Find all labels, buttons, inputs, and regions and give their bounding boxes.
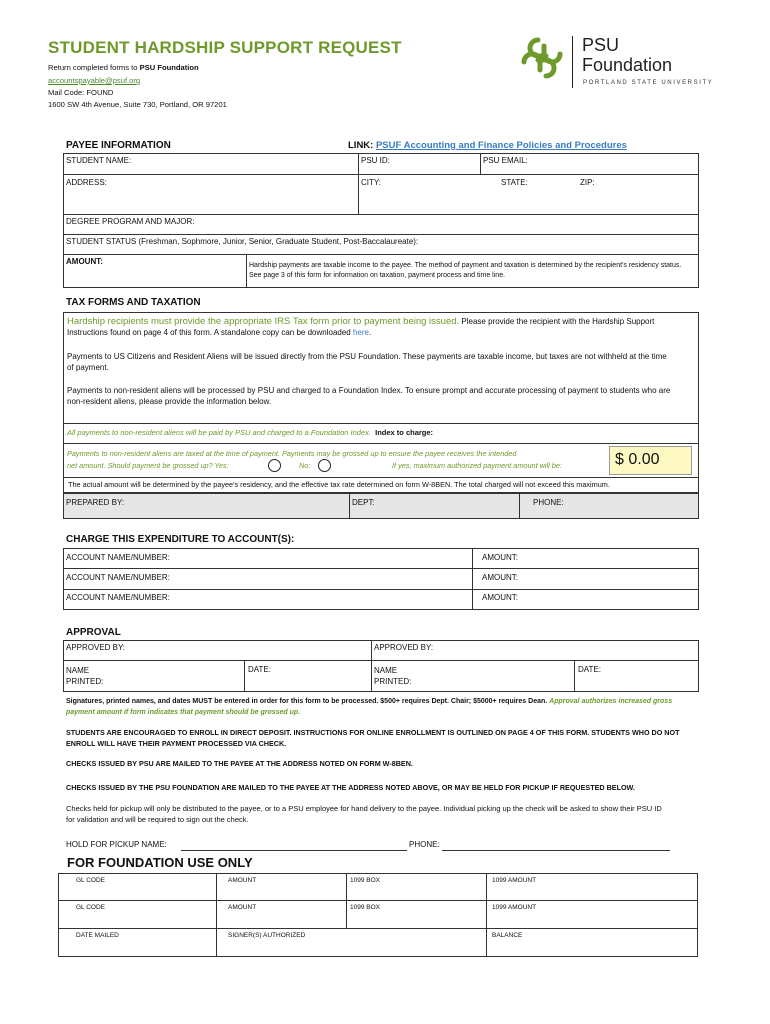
balance[interactable]: BALANCE bbox=[492, 932, 523, 939]
tax-paragraph-2: Payments to US Citizens and Resident Aliens will be issued directly from the PSU Foundation. These payments are taxable income, but taxes are not withheld at the time of payment. bbox=[67, 352, 667, 372]
logo-university: PORTLAND STATE UNIVERSITY bbox=[583, 80, 714, 86]
prepared-by-field[interactable]: PREPARED BY: bbox=[66, 498, 125, 507]
payee-section-title: PAYEE INFORMATION bbox=[66, 140, 171, 151]
fdn-amount-2[interactable]: AMOUNT bbox=[228, 904, 257, 911]
tax-paragraph-3: Payments to non-resident aliens will be processed by PSU and charged to a Foundation Index. To ensure prompt and accurate processing of payment to students who are non-resident aliens, please provide the information below. bbox=[67, 386, 671, 406]
psu-checks-notice: CHECKS ISSUED BY PSU ARE MAILED TO THE PAYEE AT THE ADDRESS NOTED ON FORM W-8BEN. bbox=[66, 759, 413, 768]
pickup-phone-label: PHONE: bbox=[409, 840, 440, 849]
approved-by-2[interactable]: APPROVED BY: bbox=[374, 643, 434, 652]
box-1099-2[interactable]: 1099 BOX bbox=[350, 904, 380, 911]
hold-name-input[interactable] bbox=[181, 850, 407, 851]
grossup-no-label: No: bbox=[299, 461, 311, 470]
account-field-1[interactable]: ACCOUNT NAME/NUMBER: bbox=[66, 553, 170, 562]
account-amount-2[interactable]: AMOUNT: bbox=[482, 573, 518, 582]
logo-psu: PSU bbox=[582, 35, 620, 55]
degree-field[interactable]: DEGREE PROGRAM AND MAJOR: bbox=[66, 217, 195, 226]
student-status-field[interactable]: STUDENT STATUS (Freshman, Sophmore, Junior, Senior, Graduate Student, Post-Baccalaureate): bbox=[66, 237, 419, 246]
amount-field[interactable]: AMOUNT: bbox=[66, 257, 103, 266]
signers-authorized[interactable]: SIGNER(S) AUTHORIZED bbox=[228, 932, 306, 939]
tax-paragraph-1: Hardship recipients must provide the appropriate IRS Tax form prior to payment being issued. Please provide the recipient with the Hardship Support Instructions found on page 4 of this form. A standalone copy can be downloaded here. bbox=[67, 316, 655, 337]
fdn-amount-1[interactable]: AMOUNT bbox=[228, 877, 257, 884]
download-link[interactable]: here bbox=[352, 328, 369, 337]
policies-link-row: LINK: PSUF Accounting and Finance Policies and Procedures bbox=[348, 140, 627, 151]
psu-id-field[interactable]: PSU ID: bbox=[361, 156, 390, 165]
logo-foundation: Foundation bbox=[582, 55, 673, 75]
account-field-3[interactable]: ACCOUNT NAME/NUMBER: bbox=[66, 593, 170, 602]
hold-for-pickup-label: HOLD FOR PICKUP NAME: bbox=[66, 840, 167, 849]
return-instruction: Return completed forms to PSU Foundation bbox=[48, 63, 199, 72]
psu-email-field[interactable]: PSU EMAIL: bbox=[483, 156, 528, 165]
approved-by-1[interactable]: APPROVED BY: bbox=[66, 643, 126, 652]
tax-section-title: TAX FORMS AND TAXATION bbox=[66, 297, 201, 308]
actual-amount-note: The actual amount will be determined by the payee's residency, and the effective tax rate determined on form W-8BEN. The total charged will not exceed this maximum. bbox=[63, 478, 699, 493]
grossup-no-radio[interactable] bbox=[318, 459, 331, 472]
box-1099-1[interactable]: 1099 BOX bbox=[350, 877, 380, 884]
mail-code: Mail Code: FOUND bbox=[48, 88, 114, 97]
date-1[interactable]: DATE: bbox=[248, 665, 271, 674]
nonresident-note: All payments to non-resident aliens will be paid by PSU and charged to a Foundation Index. Index to charge: bbox=[67, 428, 434, 437]
grossup-max-label: If yes, maximum authorized payment amount will be: bbox=[392, 461, 562, 470]
grossup-line-1: Payments to non-resident aliens are taxed at the time of payment. Payments may be grossed up to ensure the payee receives the intended bbox=[67, 449, 517, 458]
gl-code-1[interactable]: GL CODE bbox=[76, 877, 106, 884]
phone-field[interactable]: PHONE: bbox=[533, 498, 564, 507]
amount-note: Hardship payments are taxable income to the payee. The method of payment and taxation is determined by the recipient's residency status. See page 3 of this form for information on taxation, payment process and time line. bbox=[249, 262, 682, 279]
student-name-field[interactable]: STUDENT NAME: bbox=[66, 156, 132, 165]
pickup-note: Checks held for pickup will only be distributed to the payee, or to a PSU employee for hand delivery to the payee. Individual picking up the check will be asked to show their PSU ID for validation and will be required to sign out the check. bbox=[66, 804, 662, 824]
email-link[interactable]: accountspayable@psuf.org bbox=[48, 76, 141, 85]
foundation-table bbox=[58, 873, 698, 957]
zip-field[interactable]: ZIP: bbox=[580, 178, 595, 187]
index-to-charge-field[interactable]: Index to charge: bbox=[375, 428, 434, 437]
name-printed-1[interactable]: NAME PRINTED: bbox=[66, 666, 104, 686]
logo-divider bbox=[572, 36, 573, 88]
dept-field[interactable]: DEPT: bbox=[352, 498, 375, 507]
form-title: STUDENT HARDSHIP SUPPORT REQUEST bbox=[48, 38, 402, 57]
charge-section-title: CHARGE THIS EXPENDITURE TO ACCOUNT(S): bbox=[66, 534, 295, 545]
account-field-2[interactable]: ACCOUNT NAME/NUMBER: bbox=[66, 573, 170, 582]
address-field[interactable]: ADDRESS: bbox=[66, 178, 107, 187]
account-amount-3[interactable]: AMOUNT: bbox=[482, 593, 518, 602]
foundation-section-title: FOR FOUNDATION USE ONLY bbox=[67, 855, 253, 870]
gl-code-2[interactable]: GL CODE bbox=[76, 904, 106, 911]
account-amount-1[interactable]: AMOUNT: bbox=[482, 553, 518, 562]
amount-1099-1[interactable]: 1099 AMOUNT bbox=[492, 877, 537, 884]
amount-1099-2[interactable]: 1099 AMOUNT bbox=[492, 904, 537, 911]
foundation-checks-notice: CHECKS ISSUED BY THE PSU FOUNDATION ARE MAILED TO THE PAYEE AT THE ADDRESS NOTED ABOVE, OR MAY BE HELD FOR PICKUP IF REQUESTED BELOW. bbox=[66, 783, 635, 792]
date-2[interactable]: DATE: bbox=[578, 665, 601, 674]
preparer-row bbox=[63, 493, 699, 519]
grossup-line-2: net amount. Should payment be grossed up? Yes: bbox=[67, 461, 229, 470]
signature-note: Signatures, printed names, and dates MUST be entered in order for this form to be processed. $500+ requires Dept. Chair; $5000+ requires Dean. Approval authorizes increased gross payment amount if form indicates that payment should be grossed up. bbox=[66, 698, 673, 716]
max-amount-field[interactable]: $ 0.00 bbox=[609, 446, 692, 475]
date-mailed[interactable]: DATE MAILED bbox=[76, 932, 119, 939]
approval-section-title: APPROVAL bbox=[66, 627, 121, 638]
pickup-phone-input[interactable] bbox=[442, 850, 670, 851]
name-printed-2[interactable]: NAME PRINTED: bbox=[374, 666, 412, 686]
psu-foundation-logo-icon bbox=[518, 34, 566, 82]
direct-deposit-notice: STUDENTS ARE ENCOURAGED TO ENROLL IN DIRECT DEPOSIT. INSTRUCTIONS FOR ONLINE ENROLLMENT IS OUTLINED ON PAGE 4 OF THIS FORM. STUDENTS WHO DO NOT ENROLL WILL HAVE THEIR PAYMENT PROCESSED VIA CHECK. bbox=[66, 728, 680, 748]
mailing-address: 1600 SW 4th Avenue, Suite 730, Portland, OR 97201 bbox=[48, 100, 227, 109]
city-field[interactable]: CITY: bbox=[361, 178, 382, 187]
grossup-yes-radio[interactable] bbox=[268, 459, 281, 472]
policies-link[interactable]: PSUF Accounting and Finance Policies and Procedures bbox=[375, 140, 627, 151]
state-field[interactable]: STATE: bbox=[501, 178, 528, 187]
